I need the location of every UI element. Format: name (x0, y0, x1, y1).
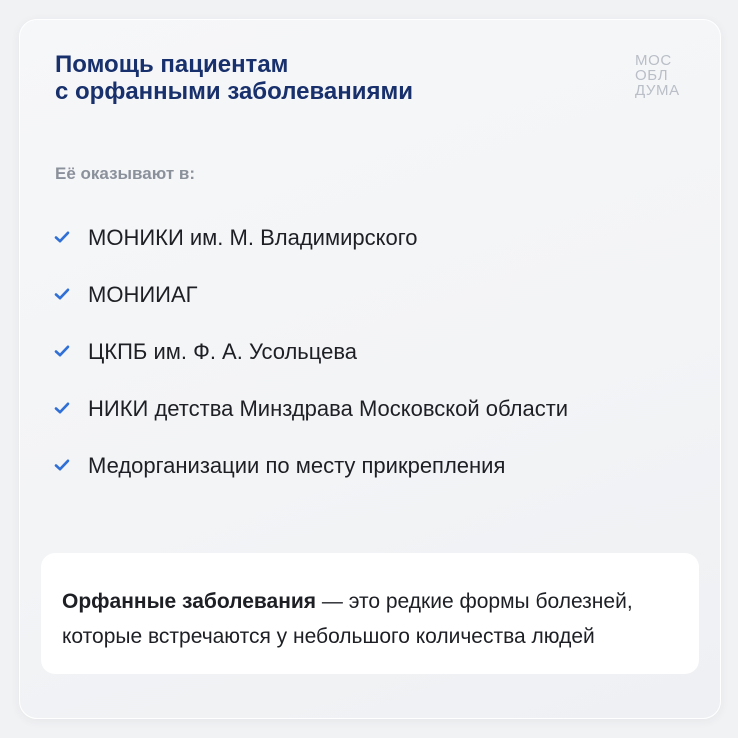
check-icon (53, 228, 71, 246)
list-item (53, 336, 568, 393)
definition-note (41, 553, 699, 674)
list-item (53, 450, 568, 507)
list-item-label: ЦКПБ им. Ф. А. Усольцева (88, 339, 358, 364)
title-line-2: с орфанными заболеваниями (55, 78, 414, 105)
list-item (53, 393, 568, 450)
page-title (55, 51, 413, 105)
subtitle: Её оказывают в: (55, 164, 195, 183)
list-item-label: НИКИ детства Минздрава Московской области (88, 396, 569, 421)
note-line-1 (62, 584, 679, 619)
list-item-label: МОНИКИ им. М. Владимирского (88, 225, 418, 250)
title-line-1: Помощь пациентам (55, 51, 289, 78)
check-icon (53, 285, 71, 303)
mosoblduma-logo (635, 53, 680, 98)
note-term: Орфанные заболевания (62, 590, 317, 613)
logo-line-3: ДУМА (635, 82, 680, 99)
list-item (53, 222, 568, 279)
note-line-1-rest: — это редкие формы болезней, (316, 590, 633, 613)
institution-list (53, 222, 568, 507)
logo-line-1: МОС (635, 52, 672, 69)
list-item-label: Медорганизации по месту прикрепления (88, 453, 506, 478)
check-icon (53, 399, 71, 417)
info-card (19, 19, 721, 719)
list-item (53, 279, 568, 336)
list-item-label: МОНИИАГ (88, 282, 198, 307)
note-line-2: которые встречаются у небольшого количества людей (62, 625, 595, 648)
check-icon (53, 456, 71, 474)
check-icon (53, 342, 71, 360)
logo-line-2: ОБЛ (635, 67, 669, 84)
